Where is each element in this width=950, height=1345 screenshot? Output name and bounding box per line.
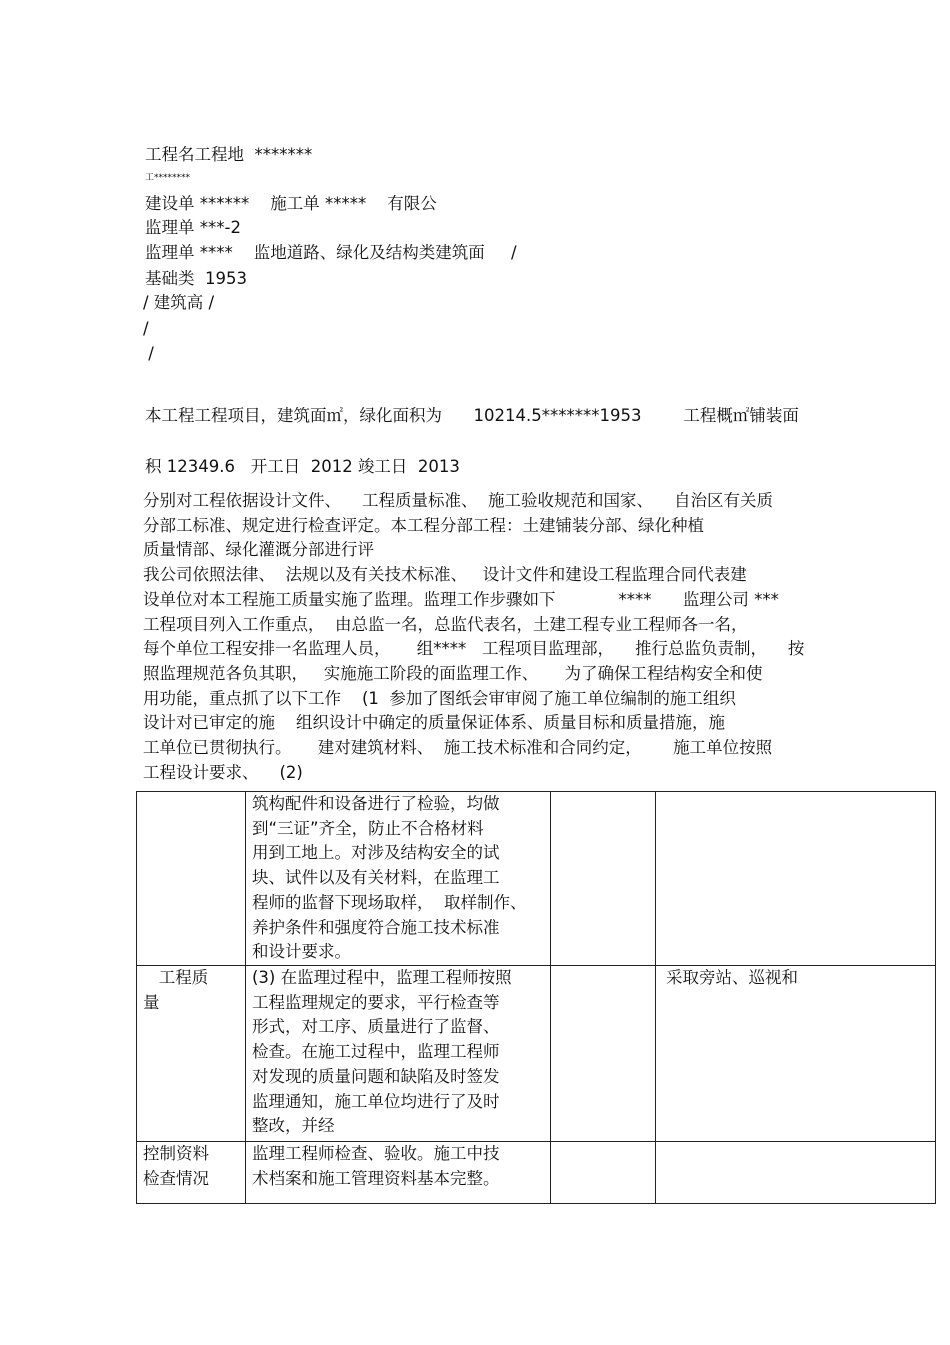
table-cell-notes [656,1142,936,1204]
body-line: 设单位对本工程施工质量实施了监理。监理工作步骤如下 **** 监理公司 *** [143,589,779,609]
cell-text-line: 控制资料 [143,1144,209,1163]
table-cell-empty [551,792,656,966]
table-row [137,966,936,1142]
cell-text-line: 块、试件以及有关材料，在监理工 [252,868,500,888]
cell-text-line: 筑构配件和设备进行了检验，均做 [252,794,500,813]
cell-text-line: 监理通知，施工单位均进行了及时 [252,1091,500,1111]
table-cell-empty [551,966,656,1142]
cell-text-line: 整改，并经 [252,1116,335,1136]
body-line: 工单位已贯彻执行。 建对建筑材料、 施工技术标准和合同约定， 施工单位按照 [143,738,773,758]
supervision-description [143,489,823,785]
body-line: 质量情部、绿化灌溉分部进行评 [143,540,374,560]
cell-text-line: 用到工地上。对涉及结构安全的试 [252,843,500,863]
table-cell-content [246,966,551,1142]
cell-text-line: (3) 在监理过程中，监理工程师按照 [252,968,512,987]
cell-text-line: 检查。在施工过程中，监理工程师 [252,1042,500,1062]
table-cell-label [137,1142,246,1204]
supervision-scope-line: 监理单 **** 监地道路、绿化及结构类建筑面 / [145,243,517,262]
summary-line: 积 12349.6 开工日 2012 竣工日 2013 [145,457,460,476]
body-line: 分别对工程依据设计文件、 工程质量标准、 施工验收规范和国家、 自治区有关质 [143,491,773,510]
table-row [137,1142,936,1204]
cell-text-line: 术档案和施工管理资料基本完整。 [252,1168,500,1188]
table-cell-notes [656,792,936,966]
cell-text-line: 对发现的质量问题和缺陷及时签发 [252,1066,500,1086]
body-line: 工程设计要求、 (2) [143,762,303,782]
table-cell-label [137,966,246,1142]
body-line: 照监理规范各负其职， 实施施工阶段的面监理工作、 为了确保工程结构安全和使 [143,663,763,683]
cell-text-line: 工程质 [143,968,209,987]
cell-text-line: 工程监理规定的要求，平行检查等 [252,992,500,1012]
project-name-line: 工程名工程地 ******* [145,145,313,164]
body-line: 分部工标准、规定进行检查评定。本工程分部工程：土建铺装分部、绿化种植 [143,515,704,535]
body-line: 设计对已审定的施 组织设计中确定的质量保证体系、质量目标和质量措施，施 [143,713,725,733]
table-cell-empty [551,1142,656,1204]
cell-text-line: 形式，对工序、质量进行了监督、 [252,1017,500,1037]
table-cell-notes [656,966,936,1142]
construction-unit-line: 建设单 ****** 施工单 ***** 有限公 [145,194,437,213]
foundation-type-line: 基础类 1953 [145,269,247,288]
cell-text-line: 和设计要求。 [252,942,351,962]
body-line: 每个单位工程安排一名监理人员， 组**** 工程项目监理部， 推行总监负责制， 按 [143,639,805,659]
body-line: 工程项目列入工作重点， 由总监一名，总监代表名，土建工程专业工程师各一名， [143,614,748,634]
body-line: 用功能，重点抓了以下工作 (1 参加了图纸会审审阅了施工单位编制的施工组织 [143,688,736,708]
table-row [137,792,936,966]
quality-table [136,791,936,1204]
cell-text-line: 程师的监督下现场取样， 取样制作、 [252,892,527,912]
building-height-line: / 建筑高 / [143,293,215,312]
cell-text-line: 检查情况 [143,1168,209,1188]
slash-line: / [143,344,154,363]
slash-line: / [143,319,149,338]
summary-line: 本工程工程项目，建筑面㎡，绿化面积为 10214.5*******1953 工程概㎡铺装面 [145,406,799,425]
table-cell-label [137,792,246,966]
supervision-unit-line: 监理单 ***-2 [145,218,241,237]
project-name-line-continued: 工******** [145,173,191,183]
table-cell-content [246,1142,551,1204]
body-line: 我公司依照法律、 法规以及有关技术标准、 设计文件和建设工程监理合同代表建 [143,565,747,585]
cell-text-line: 采取旁站、巡视和 [666,968,798,987]
cell-text-line: 到“三证”齐全，防止不合格材料 [252,818,484,838]
cell-text-line: 养护条件和强度符合施工技术标准 [252,917,500,937]
cell-text-line: 量 [143,992,160,1012]
table-cell-content [246,792,551,966]
cell-text-line: 监理工程师检查、验收。施工中技 [252,1144,500,1163]
